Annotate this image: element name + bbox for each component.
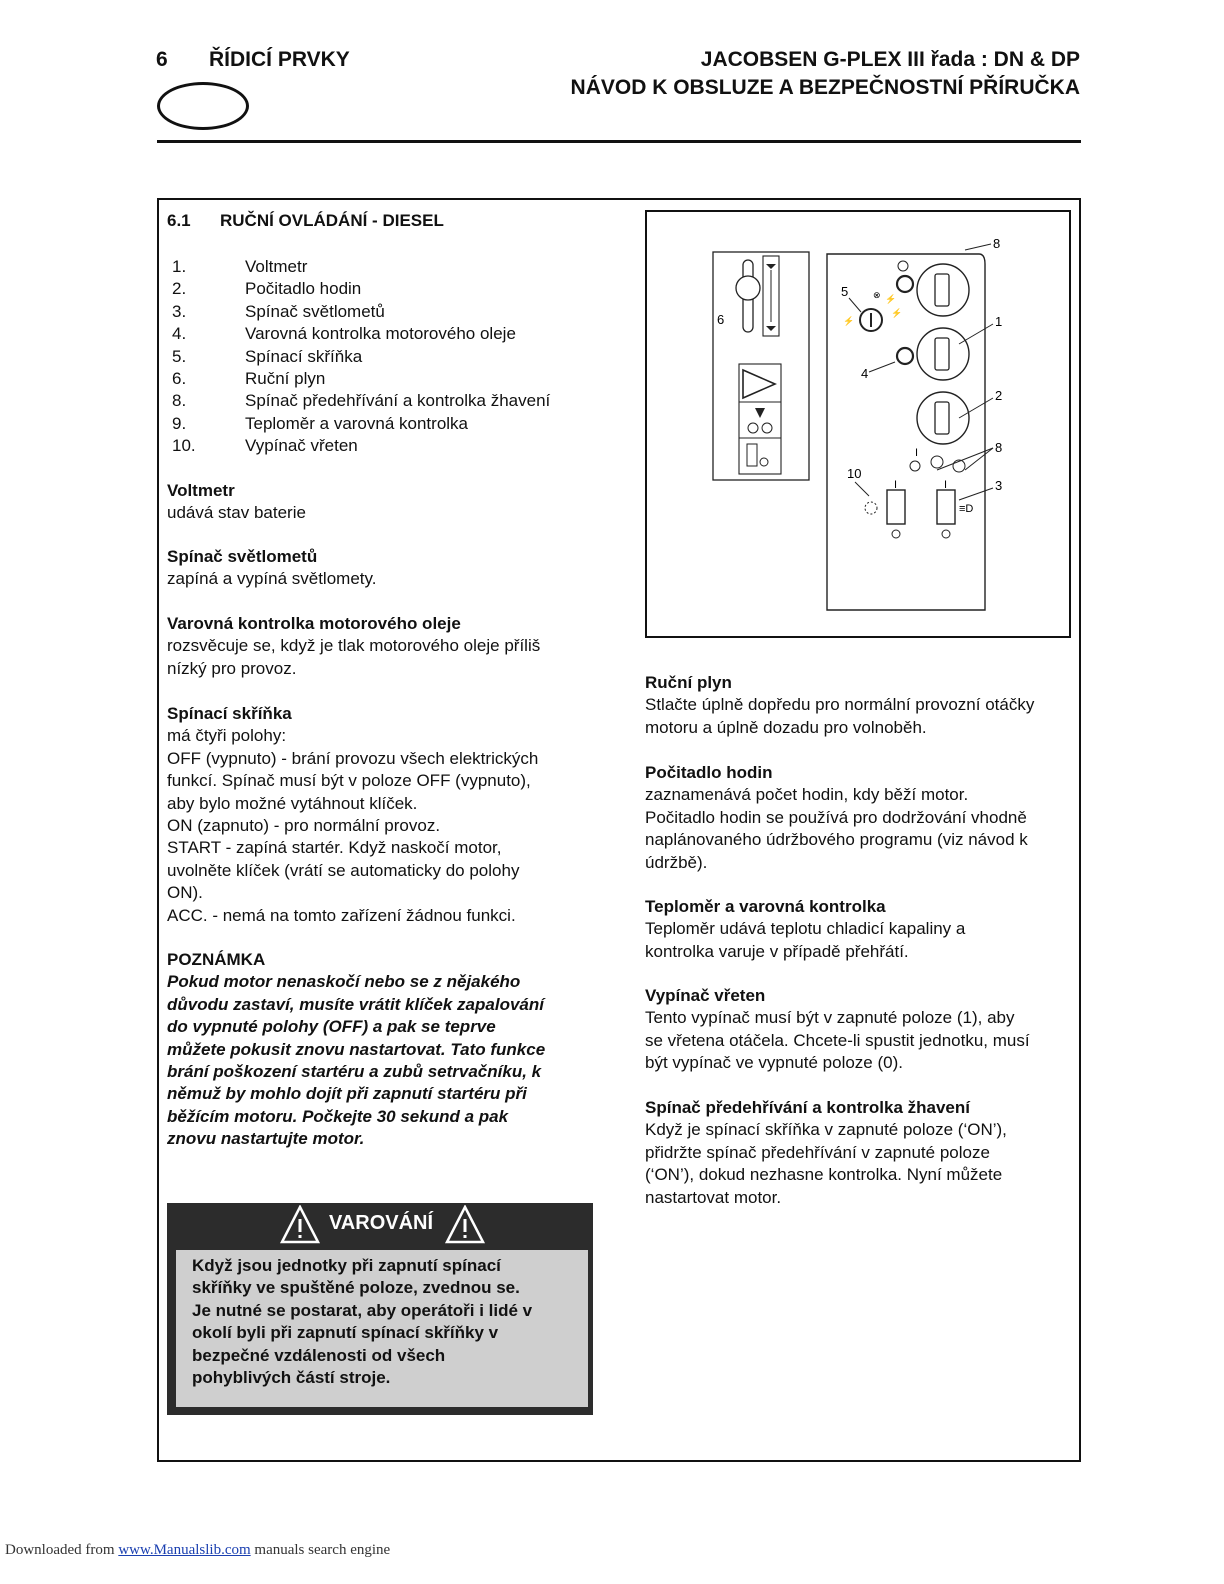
switch-mark: I	[915, 447, 919, 459]
manualslib-link[interactable]: www.Manualslib.com	[118, 1542, 251, 1558]
callout-label: 8	[995, 440, 1003, 455]
light-switch	[937, 490, 955, 524]
callout-label: 2	[995, 388, 1003, 403]
temperature-block: Teploměr a varovná kontrolka Teploměr udává teplotu chladicí kapaliny a kontrolka varuje v případě přehřátí.	[645, 897, 966, 961]
control-panel-diagram	[647, 212, 1069, 636]
warning-body: Když jsou jednotky při zapnutí spínací skříňky ve spuštěné poloze, zvednou se. Je nutné se postarat, aby operátoři i lidé v okolí byli při zapnutí spínací skříňky v bezpečné vzdálenosti od všech pohyblivých částí stroje.	[176, 1250, 588, 1407]
callout-label: 3	[995, 478, 1003, 493]
oil-warning-lamp	[897, 348, 913, 364]
rabbit-icon	[766, 264, 776, 269]
callout-label: 4	[861, 366, 869, 381]
decal-seat-icon	[747, 444, 757, 466]
section-heading	[167, 211, 444, 231]
throttle-lever-knob	[736, 276, 760, 300]
list-item: 4. Varovná kontrolka motorového oleje	[172, 324, 516, 344]
reel-switch	[887, 490, 905, 524]
control-panel-figure	[645, 210, 1071, 638]
glow-icon	[931, 456, 943, 468]
thermometer-icon	[898, 261, 908, 271]
list-item: 1. Voltmetr	[172, 257, 308, 276]
page-number: 6	[156, 48, 168, 71]
callout-label: 5	[841, 284, 849, 299]
section-number: 6.1	[167, 211, 191, 230]
warning-title: VAROVÁNÍ	[328, 1212, 434, 1234]
throttle-panel	[713, 252, 809, 480]
temperature-warning-lamp	[897, 276, 913, 292]
glow-indicator	[910, 461, 920, 471]
chapter-title: ŘÍDICÍ PRVKY	[209, 48, 350, 71]
hourmeter-gauge	[917, 328, 969, 380]
list-item: 5. Spínací skříňka	[172, 346, 363, 366]
lights-block: Spínač světlometů zapíná a vypíná světlomety.	[167, 547, 377, 589]
switch-mark: I	[894, 479, 898, 491]
ignition-icon: ⊗	[873, 290, 881, 300]
voltmetr-block: Voltmetr udává stav baterie	[167, 481, 306, 523]
warning-triangle-icon	[447, 1207, 483, 1242]
controls-list	[167, 256, 627, 458]
decal-arrow-icon	[743, 370, 775, 398]
warning-header	[167, 1205, 593, 1245]
ignition-icon: ⚡	[885, 294, 897, 304]
oil-block: Varovná kontrolka motorového oleje rozsvěcuje se, když je tlak motorového oleje příliš nízký pro provoz.	[167, 614, 541, 678]
hourmeter-block: Počitadlo hodin zaznamenává počet hodin, kdy běží motor. Počitadlo hodin se používá pro dodržování vhodně naplánovaného údržbového programu (viz návod k údržbě).	[645, 763, 1028, 872]
main-panel	[827, 254, 985, 610]
list-item: 9. Teploměr a varovná kontrolka	[172, 413, 469, 433]
ignition-icon: ⚡	[843, 316, 855, 326]
header-rule	[157, 140, 1081, 143]
document-title: JACOBSEN G-PLEX III řada : DN & DP	[700, 48, 1080, 71]
turtle-icon	[766, 326, 776, 331]
ignition-icon: ⚡	[891, 308, 903, 318]
warning-triangle-icon	[282, 1207, 318, 1242]
ignition-block: Spínací skříňka má čtyři polohy: OFF (vypnuto) - brání provozu všech elektrických funkcí. Spínač musí být v poloze OFF (vypnuto), aby bylo možné vytáhnout klíček. ON (zapnuto) - pro normální provoz. START - zapíná startér. Když naskočí motor, uvolněte klíček (vrátí se automaticky do polohy ON). ACC. - nemá na tomto zařízení žádnou funkci.	[167, 704, 539, 925]
download-footer: Downloaded from www.Manualslib.com manuals search engine	[5, 1542, 391, 1558]
glow-block: Spínač předehřívání a kontrolka žhavení Když je spínací skříňka v zapnuté poloze (‘ON’), přidržte spínač předehřívání v zapnuté poloze (‘ON’), dokud nezhasne kontrolka. Nyní můžete nastartovat motor.	[645, 1098, 1007, 1207]
voltmeter-gauge	[917, 264, 969, 316]
note-block: POZNÁMKA Pokud motor nenaskočí nebo se z nějakého důvodu zastaví, musíte vrátit klíček zapalování do vypnuté polohy (OFF) a pak se teprve můžete pokusit znovu nastartovat. Tato funkce brání poškození startéru a zubů setrvačníku, k němuž by mohlo dojít při zapnutí startéru při běžícím motoru. Počkejte 30 sekund a pak znovu nastartujte motor.	[167, 950, 546, 1149]
list-item: 2. Počitadlo hodin	[172, 279, 362, 299]
callout-label: 1	[995, 314, 1003, 329]
decal-down-icon	[755, 408, 765, 418]
warning-decal	[739, 364, 781, 474]
reels-block: Vypínač vřeten Tento vypínač musí být v zapnuté poloze (1), aby se vřetena otáčela. Chcete-li spustit jednotku, musí být vypínač ve vypnuté poloze (0).	[645, 986, 1030, 1073]
list-item: 6. Ruční plyn	[172, 368, 326, 388]
temperature-gauge	[917, 392, 969, 444]
language-oval	[157, 82, 249, 130]
document-subtitle: NÁVOD K OBSLUZE A BEZPEČNOSTNÍ PŘÍRUČKA	[570, 76, 1080, 99]
callout-label: 6	[717, 312, 725, 327]
list-item: 3. Spínač světlometů	[172, 301, 385, 321]
throttle-block: Ruční plyn Stlačte úplně dopředu pro normální provozní otáčky motoru a úplně dozadu pro volnoběh.	[645, 673, 1035, 737]
list-item: 8. Spínač předehřívání a kontrolka žhavení	[172, 391, 551, 411]
section-title: RUČNÍ OVLÁDÁNÍ - DIESEL	[220, 211, 444, 230]
callout-label: 10	[847, 466, 862, 481]
list-item: 10. Vypínač vřeten	[172, 436, 358, 456]
reel-icon	[865, 502, 877, 514]
callout-label: 8	[993, 236, 1001, 251]
headlight-icon: ≡D	[959, 503, 974, 515]
switch-mark: I	[944, 479, 948, 491]
